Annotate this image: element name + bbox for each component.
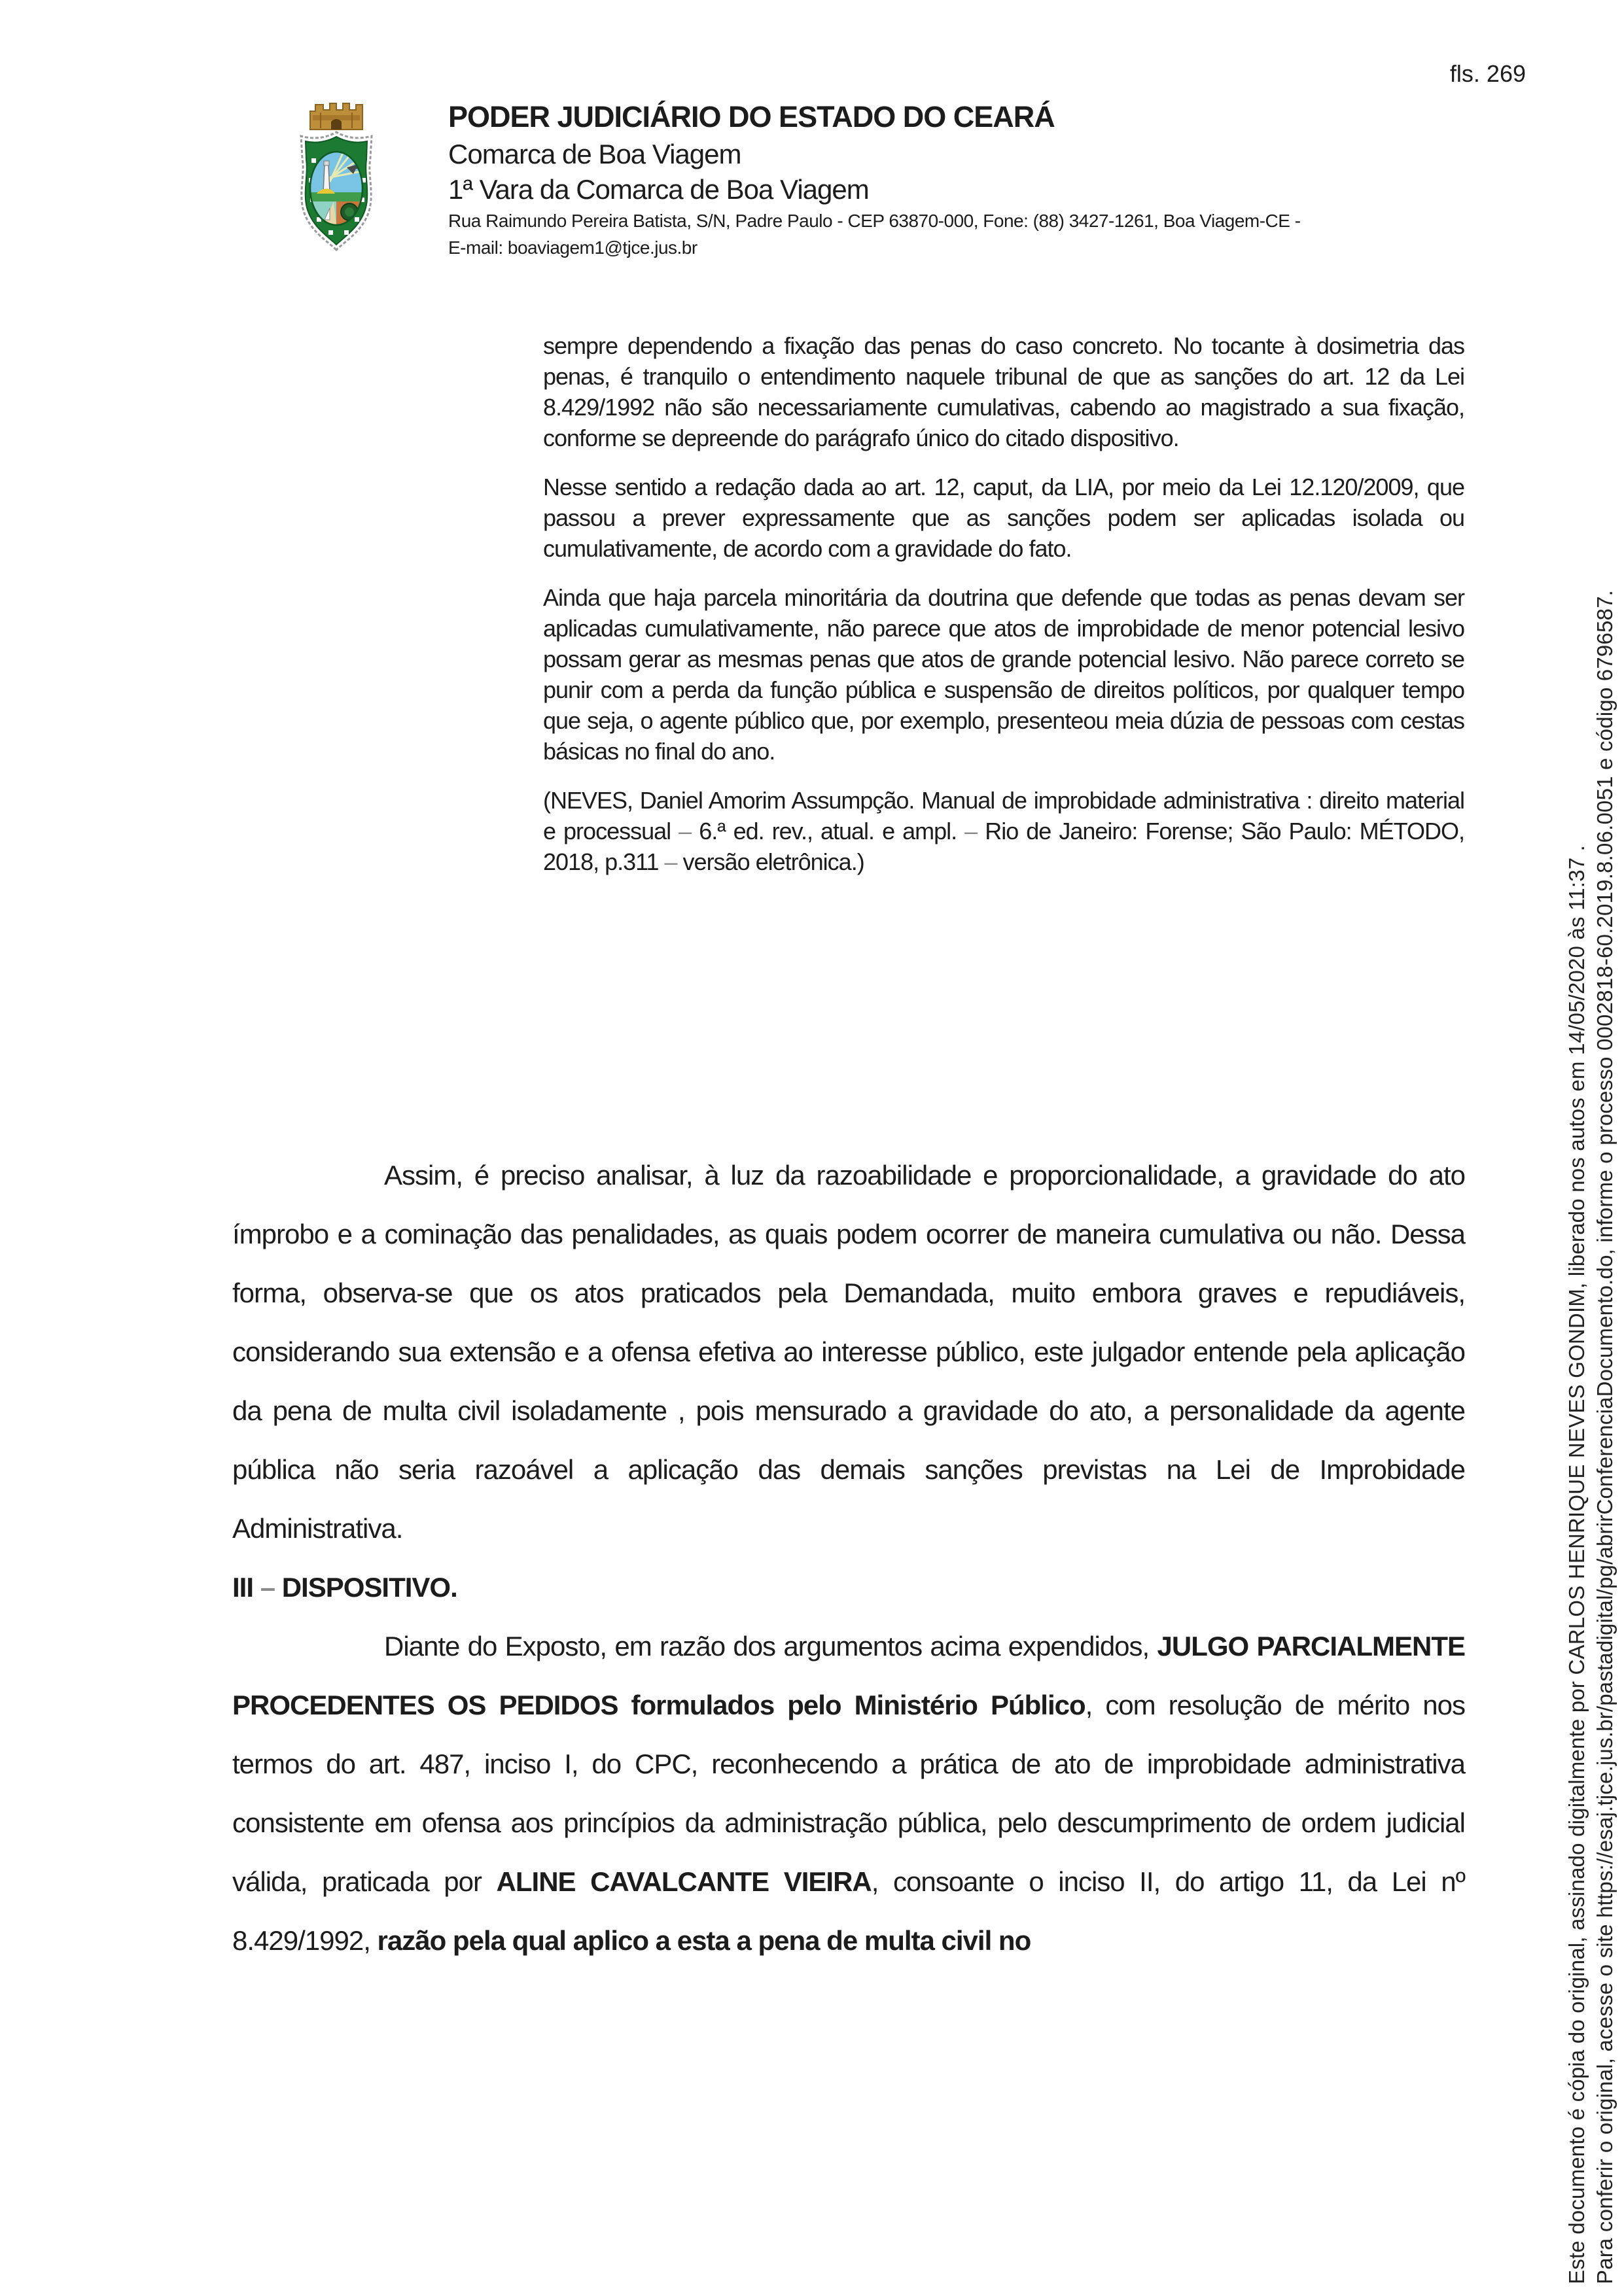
court-header	[448, 99, 1469, 259]
quote-paragraph-1: sempre dependendo a fixação das penas do caso concreto. No tocante à dosimetria das penas, é tranquilo o entendimento naquele tribunal de que as sanções do art. 12 da Lei 8.429/1992 não são necessariamente cumulativas, cabendo ao magistrado a sua fixação, conforme se depreende do parágrafo único do citado dispositivo.	[543, 332, 1464, 451]
header-address: Rua Raimundo Pereira Batista, S/N, Padre Paulo - CEP 63870-000, Fone: (88) 3427-1261, Boa Viagem-CE -	[448, 211, 1301, 232]
signature-note-line2: Para conferir o original, acesse o site https://esaj.tjce.jus.br/pastadigital/pg/abrirConferenciaDocumento.do, informe o processo 0002818-60.2019.8.06.0051 e código 6796587.	[1593, 589, 1617, 2284]
digital-signature-strip	[1562, 106, 1623, 2284]
quote-citation: (NEVES, Daniel Amorim Assumpção. Manual de improbidade administrativa : direito material e processual – 6.ª ed. rev., atual. e ampl. – Rio de Janeiro: Forense; São Paulo: MÉTODO, 2018, p.311 – versão eletrônica.)	[543, 787, 1464, 875]
crown	[310, 103, 362, 130]
body-paragraph-1: Assim, é preciso analisar, à luz da razoabilidade e proporcionalidade, a gravidade do ato ímprobo e a cominação das penalidades, as quais podem ocorrer de maneira cumulativa ou não. Dessa forma, observa-se que os atos praticados pela Demandada, muito embora graves e repudiáveis, considerando sua extensão e a ofensa efetiva ao interesse público, este julgador entende pela aplicação da pena de multa civil isoladamente , pois mensurado a gravidade do ato, a personalidade da agente pública não seria razoável a aplicação das demais sanções previstas na Lei de Improbidade Administrativa.	[232, 1160, 1465, 1544]
decision-body	[232, 1146, 1465, 1970]
body-paragraph-2: Diante do Exposto, em razão dos argumentos acima expendidos, JULGO PARCIALMENTE PROCEDENTES OS PEDIDOS formulados pelo Ministério Público, com resolução de mérito nos termos do art. 487, inciso I, do CPC, reconhecendo a prática de ato de improbidade administrativa consistente em ofensa aos princípios da administração pública, pelo descumprimento de ordem judicial válida, praticada por ALINE CAVALCANTE VIEIRA, consoante o inciso II, do artigo 11, da Lei nº 8.429/1992, razão pela qual aplico a esta a pena de multa civil no	[232, 1631, 1466, 1956]
ceara-coat-of-arms-icon	[287, 96, 386, 252]
header-comarca: Comarca de Boa Viagem	[448, 139, 741, 170]
signature-note-line1: Este documento é cópia do original, assinado digitalmente por CARLOS HENRIQUE NEVES GONDIM, liberado nos autos em 14/05/2020 às 11:37 .	[1564, 844, 1589, 2284]
quote-paragraph-3: Ainda que haja parcela minoritária da doutrina que defende que todas as penas devam ser aplicadas cumulativamente, não parece que atos de improbidade de menor potencial lesivo possam gerar as mesmas penas que atos de grande potencial lesivo. Não parece correto se punir com a perda da função pública e suspensão de direitos políticos, por qualquer tempo que seja, o agente público que, por exemplo, presenteou meia dúzia de pessoas com cestas básicas no final do ano.	[543, 584, 1464, 765]
header-email: E-mail: boaviagem1@tjce.jus.br	[448, 237, 697, 258]
doctrine-quote-block	[543, 330, 1464, 896]
header-vara: 1ª Vara da Comarca de Boa Viagem	[448, 173, 869, 205]
section-heading-dispositivo: III – DISPOSITIVO.	[232, 1572, 457, 1603]
folio-number: fls. 269	[1449, 60, 1526, 87]
header-org: PODER JUDICIÁRIO DO ESTADO DO CEARÁ	[448, 100, 1055, 133]
quote-paragraph-2: Nesse sentido a redação dada ao art. 12, caput, da LIA, por meio da Lei 12.120/2009, que passou a prever expressamente que as sanções podem ser aplicadas isolada ou cumulativamente, de acordo com a gravidade do fato.	[543, 474, 1464, 562]
